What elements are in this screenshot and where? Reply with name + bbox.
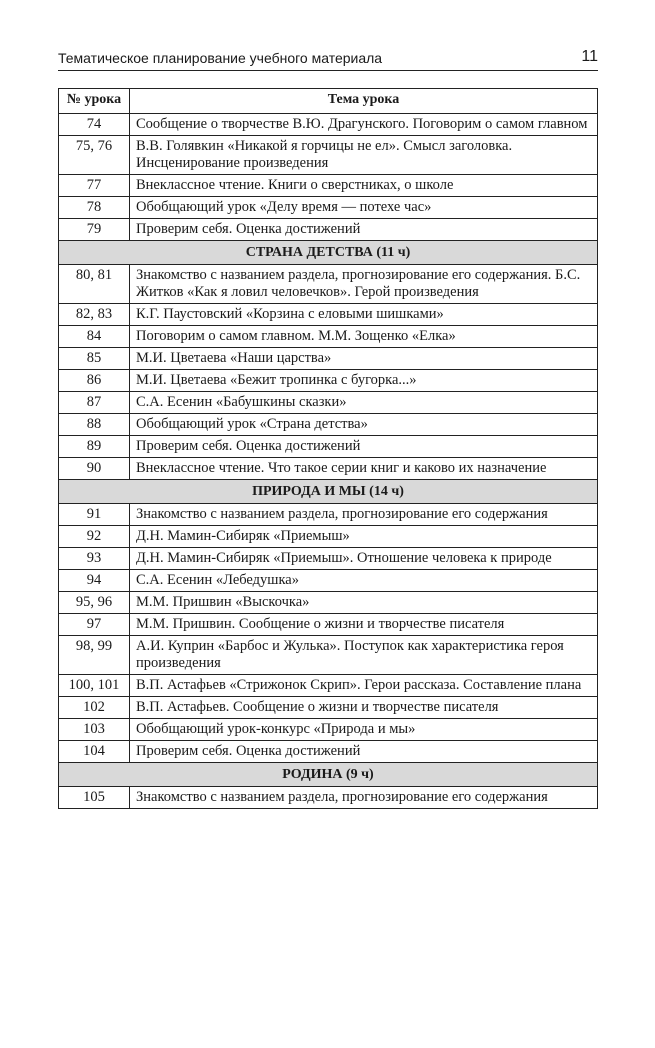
running-head-title: Тематическое планирование учебного материала	[58, 50, 383, 66]
lesson-topic: Внеклассное чтение. Книги о сверстниках, о школе	[130, 175, 598, 197]
lesson-number: 87	[59, 392, 130, 414]
table-row	[59, 458, 598, 480]
lesson-number: 89	[59, 436, 130, 458]
lesson-topic: С.А. Есенин «Бабушкины сказки»	[130, 392, 598, 414]
table-row	[59, 719, 598, 741]
lesson-topic: С.А. Есенин «Лебедушка»	[130, 570, 598, 592]
lesson-number: 105	[59, 787, 130, 809]
lesson-number: 84	[59, 326, 130, 348]
lesson-topic: В.П. Астафьев «Стрижонок Скрип». Герои рассказа. Составление плана	[130, 675, 598, 697]
table-row	[59, 265, 598, 304]
lesson-number: 80, 81	[59, 265, 130, 304]
table-row	[59, 787, 598, 809]
lesson-topic: Д.Н. Мамин-Сибиряк «Приемыш». Отношение человека к природе	[130, 548, 598, 570]
section-row	[59, 480, 598, 504]
table-row	[59, 504, 598, 526]
table-row	[59, 326, 598, 348]
lesson-number: 91	[59, 504, 130, 526]
table-header-row	[59, 89, 598, 114]
lesson-number: 95, 96	[59, 592, 130, 614]
table-row	[59, 526, 598, 548]
column-header-lesson-number: № урока	[59, 89, 130, 114]
lesson-number: 94	[59, 570, 130, 592]
table-row	[59, 436, 598, 458]
lesson-topic: В.В. Голявкин «Никакой я горчицы не ел». Смысл заголовка. Инсценирование произведения	[130, 136, 598, 175]
lesson-number: 104	[59, 741, 130, 763]
lesson-topic: М.И. Цветаева «Наши царства»	[130, 348, 598, 370]
section-title: ПРИРОДА И МЫ (14 ч)	[59, 480, 598, 504]
lesson-number: 77	[59, 175, 130, 197]
lesson-topic: М.М. Пришвин. Сообщение о жизни и творчестве писателя	[130, 614, 598, 636]
table-row	[59, 414, 598, 436]
lesson-number: 74	[59, 114, 130, 136]
section-title: СТРАНА ДЕТСТВА (11 ч)	[59, 241, 598, 265]
lesson-number: 86	[59, 370, 130, 392]
table-row	[59, 370, 598, 392]
lesson-number: 79	[59, 219, 130, 241]
lesson-topic: Проверим себя. Оценка достижений	[130, 436, 598, 458]
lesson-topic: Д.Н. Мамин-Сибиряк «Приемыш»	[130, 526, 598, 548]
lesson-topic: Сообщение о творчестве В.Ю. Драгунского. Поговорим о самом главном	[130, 114, 598, 136]
table-row	[59, 304, 598, 326]
lesson-topic: М.И. Цветаева «Бежит тропинка с бугорка...»	[130, 370, 598, 392]
lesson-number: 90	[59, 458, 130, 480]
running-head	[58, 48, 598, 71]
table-row	[59, 175, 598, 197]
table-row	[59, 114, 598, 136]
lesson-number: 97	[59, 614, 130, 636]
lesson-topic: Поговорим о самом главном. М.М. Зощенко «Елка»	[130, 326, 598, 348]
lesson-topic: М.М. Пришвин «Выскочка»	[130, 592, 598, 614]
table-row	[59, 136, 598, 175]
lesson-number: 78	[59, 197, 130, 219]
lesson-plan-table	[58, 88, 598, 809]
table-row	[59, 741, 598, 763]
table-row	[59, 548, 598, 570]
table-row	[59, 592, 598, 614]
lesson-number: 100, 101	[59, 675, 130, 697]
lesson-number: 102	[59, 697, 130, 719]
table-row	[59, 348, 598, 370]
table-body	[59, 114, 598, 809]
lesson-number: 88	[59, 414, 130, 436]
lesson-number: 82, 83	[59, 304, 130, 326]
table-row	[59, 570, 598, 592]
lesson-topic: К.Г. Паустовский «Корзина с еловыми шишками»	[130, 304, 598, 326]
lesson-topic: А.И. Куприн «Барбос и Жулька». Поступок как характеристика героя произведения	[130, 636, 598, 675]
lesson-number: 98, 99	[59, 636, 130, 675]
table-row	[59, 392, 598, 414]
section-row	[59, 241, 598, 265]
page-number: 11	[581, 48, 598, 65]
lesson-number: 103	[59, 719, 130, 741]
column-header-lesson-topic: Тема урока	[130, 89, 598, 114]
lesson-number: 92	[59, 526, 130, 548]
lesson-topic: Обобщающий урок «Делу время — потехе час»	[130, 197, 598, 219]
lesson-number: 75, 76	[59, 136, 130, 175]
lesson-topic: Обобщающий урок «Страна детства»	[130, 414, 598, 436]
lesson-topic: Знакомство с названием раздела, прогнозирование его содержания. Б.С. Житков «Как я ловил человечков». Герой произведения	[130, 265, 598, 304]
lesson-topic: Проверим себя. Оценка достижений	[130, 741, 598, 763]
lesson-number: 85	[59, 348, 130, 370]
lesson-topic: В.П. Астафьев. Сообщение о жизни и творчестве писателя	[130, 697, 598, 719]
lesson-topic: Внеклассное чтение. Что такое серии книг и каково их назначение	[130, 458, 598, 480]
lesson-topic: Знакомство с названием раздела, прогнозирование его содержания	[130, 504, 598, 526]
lesson-topic: Обобщающий урок-конкурс «Природа и мы»	[130, 719, 598, 741]
table-row	[59, 219, 598, 241]
lesson-number: 93	[59, 548, 130, 570]
table-row	[59, 697, 598, 719]
section-title: РОДИНА (9 ч)	[59, 763, 598, 787]
table-row	[59, 675, 598, 697]
table-row	[59, 197, 598, 219]
lesson-topic: Проверим себя. Оценка достижений	[130, 219, 598, 241]
lesson-topic: Знакомство с названием раздела, прогнозирование его содержания	[130, 787, 598, 809]
table-row	[59, 614, 598, 636]
section-row	[59, 763, 598, 787]
table-row	[59, 636, 598, 675]
